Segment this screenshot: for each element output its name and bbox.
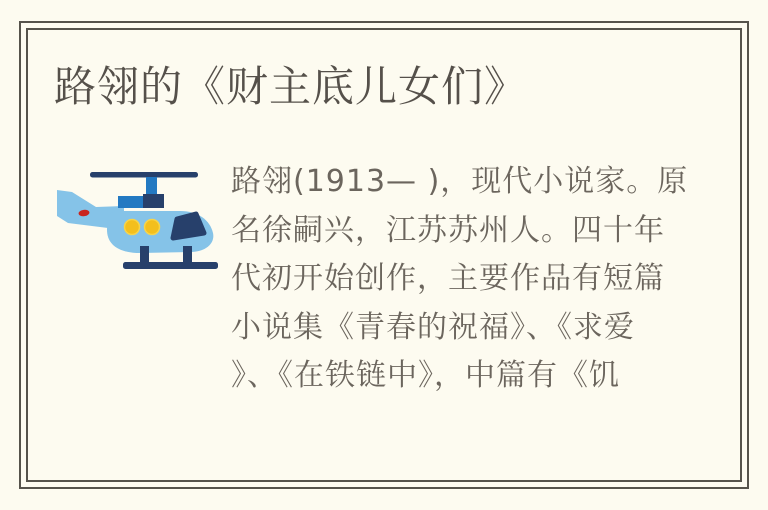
helicopter-icon [52, 158, 222, 278]
article-title: 路翎的《财主底儿女们》 [54, 62, 528, 111]
article-paragraph [231, 158, 689, 401]
helicopter-skid-strut-icon [140, 246, 149, 264]
helicopter-cockpit-window-icon [173, 214, 204, 238]
helicopter-cabin-window-icon [125, 220, 140, 235]
helicopter-rotor-blade-icon [90, 172, 198, 178]
helicopter-skid-strut-icon [183, 246, 192, 264]
helicopter-engine-right-icon [143, 194, 164, 208]
paragraph-line: 名徐嗣兴，江苏苏州人。四十年 [231, 212, 665, 248]
helicopter-skid-bar-icon [123, 262, 218, 269]
paragraph-line: 》、《在铁链中》，中篇有《饥 [231, 358, 620, 393]
helicopter-engine-left-icon [118, 196, 145, 208]
paragraph-line: 路翎(1913— )，现代小说家。原 [231, 164, 689, 199]
paragraph-line: 小说集《青春的祝福》、《求爱 [231, 309, 635, 345]
helicopter-cabin-window-icon [145, 220, 160, 235]
paragraph-line: 代初开始创作，主要作品有短篇 [231, 261, 665, 296]
